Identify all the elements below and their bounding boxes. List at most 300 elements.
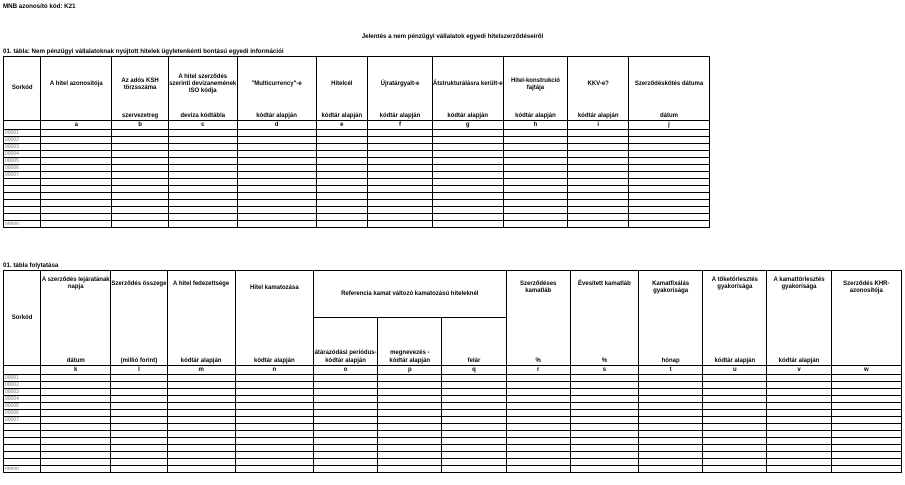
data-cell[interactable] [703, 410, 767, 417]
data-cell[interactable] [313, 417, 377, 424]
data-cell[interactable] [313, 466, 377, 473]
data-cell[interactable] [639, 396, 703, 403]
data-cell[interactable] [629, 221, 710, 228]
data-cell[interactable] [703, 459, 767, 466]
data-cell[interactable] [313, 438, 377, 445]
data-cell[interactable] [167, 396, 235, 403]
data-cell[interactable] [237, 186, 316, 193]
data-cell[interactable] [111, 445, 167, 452]
data-cell[interactable] [368, 214, 433, 221]
data-cell[interactable] [570, 466, 638, 473]
data-cell[interactable] [41, 207, 112, 214]
data-cell[interactable] [316, 221, 368, 228]
data-cell[interactable] [237, 144, 316, 151]
data-cell[interactable] [703, 424, 767, 431]
data-cell[interactable] [378, 417, 442, 424]
data-cell[interactable] [235, 459, 313, 466]
data-cell[interactable] [703, 403, 767, 410]
data-cell[interactable] [368, 193, 433, 200]
data-cell[interactable] [767, 431, 831, 438]
data-cell[interactable] [570, 438, 638, 445]
data-cell[interactable] [629, 207, 710, 214]
data-cell[interactable] [629, 137, 710, 144]
data-cell[interactable] [432, 130, 503, 137]
data-cell[interactable] [237, 130, 316, 137]
data-cell[interactable] [41, 452, 111, 459]
data-cell[interactable] [767, 438, 831, 445]
data-cell[interactable] [831, 410, 901, 417]
data-cell[interactable] [378, 445, 442, 452]
data-cell[interactable] [316, 158, 368, 165]
data-cell[interactable] [568, 221, 629, 228]
data-cell[interactable] [313, 452, 377, 459]
data-cell[interactable] [237, 137, 316, 144]
data-cell[interactable] [503, 165, 568, 172]
data-cell[interactable] [316, 151, 368, 158]
data-cell[interactable] [703, 382, 767, 389]
data-cell[interactable] [168, 200, 237, 207]
data-cell[interactable] [506, 438, 570, 445]
data-cell[interactable] [41, 431, 111, 438]
data-cell[interactable] [111, 389, 167, 396]
data-cell[interactable] [767, 452, 831, 459]
data-cell[interactable] [503, 151, 568, 158]
data-cell[interactable] [570, 452, 638, 459]
data-cell[interactable] [235, 445, 313, 452]
data-cell[interactable] [368, 221, 433, 228]
data-cell[interactable] [767, 445, 831, 452]
data-cell[interactable] [112, 193, 169, 200]
data-cell[interactable] [168, 130, 237, 137]
data-cell[interactable] [568, 130, 629, 137]
data-cell[interactable] [506, 403, 570, 410]
data-cell[interactable] [442, 424, 506, 431]
data-cell[interactable] [41, 417, 111, 424]
data-cell[interactable] [168, 158, 237, 165]
data-cell[interactable] [639, 375, 703, 382]
data-cell[interactable] [568, 165, 629, 172]
data-cell[interactable] [503, 172, 568, 179]
data-cell[interactable] [167, 445, 235, 452]
data-cell[interactable] [167, 403, 235, 410]
data-cell[interactable] [41, 445, 111, 452]
data-cell[interactable] [167, 375, 235, 382]
data-cell[interactable] [767, 424, 831, 431]
data-cell[interactable] [506, 375, 570, 382]
data-cell[interactable] [767, 459, 831, 466]
data-cell[interactable] [168, 207, 237, 214]
data-cell[interactable] [506, 396, 570, 403]
data-cell[interactable] [237, 193, 316, 200]
data-cell[interactable] [629, 130, 710, 137]
data-cell[interactable] [703, 452, 767, 459]
data-cell[interactable] [432, 221, 503, 228]
data-cell[interactable] [112, 130, 169, 137]
data-cell[interactable] [767, 375, 831, 382]
data-cell[interactable] [703, 375, 767, 382]
data-cell[interactable] [168, 172, 237, 179]
data-cell[interactable] [368, 130, 433, 137]
data-cell[interactable] [41, 389, 111, 396]
data-cell[interactable] [629, 193, 710, 200]
data-cell[interactable] [378, 410, 442, 417]
data-cell[interactable] [639, 445, 703, 452]
data-cell[interactable] [167, 382, 235, 389]
data-cell[interactable] [235, 382, 313, 389]
data-cell[interactable] [570, 445, 638, 452]
data-cell[interactable] [167, 438, 235, 445]
data-cell[interactable] [111, 403, 167, 410]
data-cell[interactable] [570, 389, 638, 396]
data-cell[interactable] [168, 165, 237, 172]
data-cell[interactable] [568, 214, 629, 221]
data-cell[interactable] [639, 452, 703, 459]
data-cell[interactable] [167, 389, 235, 396]
data-cell[interactable] [316, 186, 368, 193]
data-cell[interactable] [313, 403, 377, 410]
data-cell[interactable] [442, 459, 506, 466]
data-cell[interactable] [316, 144, 368, 151]
data-cell[interactable] [432, 186, 503, 193]
data-cell[interactable] [313, 389, 377, 396]
data-cell[interactable] [368, 137, 433, 144]
data-cell[interactable] [111, 382, 167, 389]
data-cell[interactable] [570, 382, 638, 389]
data-cell[interactable] [442, 417, 506, 424]
data-cell[interactable] [237, 214, 316, 221]
data-cell[interactable] [111, 417, 167, 424]
data-cell[interactable] [237, 221, 316, 228]
data-cell[interactable] [629, 165, 710, 172]
data-cell[interactable] [568, 186, 629, 193]
data-cell[interactable] [568, 179, 629, 186]
data-cell[interactable] [639, 417, 703, 424]
data-cell[interactable] [570, 396, 638, 403]
data-cell[interactable] [831, 424, 901, 431]
data-cell[interactable] [313, 445, 377, 452]
data-cell[interactable] [316, 130, 368, 137]
data-cell[interactable] [767, 389, 831, 396]
data-cell[interactable] [639, 403, 703, 410]
data-cell[interactable] [629, 172, 710, 179]
data-cell[interactable] [316, 200, 368, 207]
data-cell[interactable] [111, 375, 167, 382]
data-cell[interactable] [568, 207, 629, 214]
data-cell[interactable] [570, 459, 638, 466]
data-cell[interactable] [313, 424, 377, 431]
data-cell[interactable] [568, 172, 629, 179]
data-cell[interactable] [378, 438, 442, 445]
data-cell[interactable] [442, 466, 506, 473]
data-cell[interactable] [503, 207, 568, 214]
data-cell[interactable] [506, 445, 570, 452]
data-cell[interactable] [41, 151, 112, 158]
data-cell[interactable] [316, 165, 368, 172]
data-cell[interactable] [378, 403, 442, 410]
data-cell[interactable] [442, 403, 506, 410]
data-cell[interactable] [378, 382, 442, 389]
data-cell[interactable] [378, 389, 442, 396]
data-cell[interactable] [112, 137, 169, 144]
data-cell[interactable] [639, 466, 703, 473]
data-cell[interactable] [432, 137, 503, 144]
data-cell[interactable] [41, 438, 111, 445]
data-cell[interactable] [568, 158, 629, 165]
data-cell[interactable] [570, 375, 638, 382]
data-cell[interactable] [506, 452, 570, 459]
data-cell[interactable] [506, 417, 570, 424]
data-cell[interactable] [235, 431, 313, 438]
data-cell[interactable] [503, 144, 568, 151]
data-cell[interactable] [313, 410, 377, 417]
data-cell[interactable] [503, 200, 568, 207]
data-cell[interactable] [442, 410, 506, 417]
data-cell[interactable] [831, 375, 901, 382]
data-cell[interactable] [168, 144, 237, 151]
data-cell[interactable] [41, 424, 111, 431]
data-cell[interactable] [41, 165, 112, 172]
data-cell[interactable] [41, 158, 112, 165]
data-cell[interactable] [432, 165, 503, 172]
data-cell[interactable] [442, 438, 506, 445]
data-cell[interactable] [432, 151, 503, 158]
data-cell[interactable] [432, 179, 503, 186]
data-cell[interactable] [831, 417, 901, 424]
data-cell[interactable] [831, 466, 901, 473]
data-cell[interactable] [111, 466, 167, 473]
data-cell[interactable] [167, 452, 235, 459]
data-cell[interactable] [168, 221, 237, 228]
data-cell[interactable] [506, 389, 570, 396]
data-cell[interactable] [831, 396, 901, 403]
data-cell[interactable] [503, 130, 568, 137]
data-cell[interactable] [111, 424, 167, 431]
data-cell[interactable] [235, 403, 313, 410]
data-cell[interactable] [831, 452, 901, 459]
data-cell[interactable] [368, 172, 433, 179]
data-cell[interactable] [41, 172, 112, 179]
data-cell[interactable] [112, 144, 169, 151]
data-cell[interactable] [167, 417, 235, 424]
data-cell[interactable] [111, 410, 167, 417]
data-cell[interactable] [432, 172, 503, 179]
data-cell[interactable] [112, 179, 169, 186]
data-cell[interactable] [368, 165, 433, 172]
data-cell[interactable] [639, 410, 703, 417]
data-cell[interactable] [703, 445, 767, 452]
data-cell[interactable] [703, 466, 767, 473]
data-cell[interactable] [41, 459, 111, 466]
data-cell[interactable] [112, 214, 169, 221]
data-cell[interactable] [378, 459, 442, 466]
data-cell[interactable] [368, 151, 433, 158]
data-cell[interactable] [831, 382, 901, 389]
data-cell[interactable] [167, 466, 235, 473]
data-cell[interactable] [167, 410, 235, 417]
data-cell[interactable] [506, 459, 570, 466]
data-cell[interactable] [831, 438, 901, 445]
data-cell[interactable] [639, 459, 703, 466]
data-cell[interactable] [41, 382, 111, 389]
data-cell[interactable] [168, 137, 237, 144]
data-cell[interactable] [235, 375, 313, 382]
data-cell[interactable] [237, 165, 316, 172]
data-cell[interactable] [570, 417, 638, 424]
data-cell[interactable] [629, 214, 710, 221]
data-cell[interactable] [235, 424, 313, 431]
data-cell[interactable] [168, 214, 237, 221]
data-cell[interactable] [168, 193, 237, 200]
data-cell[interactable] [111, 396, 167, 403]
data-cell[interactable] [432, 144, 503, 151]
data-cell[interactable] [767, 396, 831, 403]
data-cell[interactable] [703, 417, 767, 424]
data-cell[interactable] [503, 158, 568, 165]
data-cell[interactable] [168, 186, 237, 193]
data-cell[interactable] [41, 200, 112, 207]
data-cell[interactable] [629, 179, 710, 186]
data-cell[interactable] [831, 389, 901, 396]
data-cell[interactable] [316, 214, 368, 221]
data-cell[interactable] [235, 438, 313, 445]
data-cell[interactable] [568, 137, 629, 144]
data-cell[interactable] [831, 431, 901, 438]
data-cell[interactable] [767, 417, 831, 424]
data-cell[interactable] [831, 445, 901, 452]
data-cell[interactable] [316, 172, 368, 179]
data-cell[interactable] [368, 179, 433, 186]
data-cell[interactable] [41, 137, 112, 144]
data-cell[interactable] [442, 452, 506, 459]
data-cell[interactable] [570, 431, 638, 438]
data-cell[interactable] [112, 172, 169, 179]
data-cell[interactable] [313, 459, 377, 466]
data-cell[interactable] [112, 207, 169, 214]
data-cell[interactable] [112, 165, 169, 172]
data-cell[interactable] [432, 158, 503, 165]
data-cell[interactable] [442, 431, 506, 438]
data-cell[interactable] [111, 438, 167, 445]
data-cell[interactable] [639, 438, 703, 445]
data-cell[interactable] [112, 186, 169, 193]
data-cell[interactable] [378, 452, 442, 459]
data-cell[interactable] [378, 396, 442, 403]
data-cell[interactable] [111, 431, 167, 438]
data-cell[interactable] [316, 137, 368, 144]
data-cell[interactable] [378, 375, 442, 382]
data-cell[interactable] [112, 221, 169, 228]
data-cell[interactable] [503, 214, 568, 221]
data-cell[interactable] [112, 158, 169, 165]
data-cell[interactable] [378, 431, 442, 438]
data-cell[interactable] [570, 410, 638, 417]
data-cell[interactable] [313, 375, 377, 382]
data-cell[interactable] [503, 221, 568, 228]
data-cell[interactable] [570, 403, 638, 410]
data-cell[interactable] [506, 424, 570, 431]
data-cell[interactable] [503, 186, 568, 193]
data-cell[interactable] [442, 375, 506, 382]
data-cell[interactable] [168, 151, 237, 158]
data-cell[interactable] [506, 466, 570, 473]
data-cell[interactable] [639, 389, 703, 396]
data-cell[interactable] [703, 431, 767, 438]
data-cell[interactable] [703, 389, 767, 396]
data-cell[interactable] [629, 144, 710, 151]
data-cell[interactable] [41, 186, 112, 193]
data-cell[interactable] [568, 144, 629, 151]
data-cell[interactable] [237, 207, 316, 214]
data-cell[interactable] [313, 382, 377, 389]
data-cell[interactable] [313, 396, 377, 403]
data-cell[interactable] [235, 389, 313, 396]
data-cell[interactable] [237, 151, 316, 158]
data-cell[interactable] [503, 193, 568, 200]
data-cell[interactable] [41, 410, 111, 417]
data-cell[interactable] [368, 207, 433, 214]
data-cell[interactable] [237, 200, 316, 207]
data-cell[interactable] [368, 144, 433, 151]
data-cell[interactable] [629, 200, 710, 207]
data-cell[interactable] [316, 193, 368, 200]
data-cell[interactable] [237, 158, 316, 165]
data-cell[interactable] [767, 466, 831, 473]
data-cell[interactable] [41, 130, 112, 137]
data-cell[interactable] [235, 417, 313, 424]
data-cell[interactable] [442, 396, 506, 403]
data-cell[interactable] [831, 403, 901, 410]
data-cell[interactable] [313, 431, 377, 438]
data-cell[interactable] [639, 424, 703, 431]
data-cell[interactable] [41, 466, 111, 473]
data-cell[interactable] [432, 200, 503, 207]
data-cell[interactable] [41, 375, 111, 382]
data-cell[interactable] [237, 179, 316, 186]
data-cell[interactable] [506, 410, 570, 417]
data-cell[interactable] [235, 410, 313, 417]
data-cell[interactable] [767, 403, 831, 410]
data-cell[interactable] [41, 179, 112, 186]
data-cell[interactable] [368, 186, 433, 193]
data-cell[interactable] [432, 214, 503, 221]
data-cell[interactable] [112, 151, 169, 158]
data-cell[interactable] [442, 389, 506, 396]
data-cell[interactable] [167, 424, 235, 431]
data-cell[interactable] [503, 137, 568, 144]
data-cell[interactable] [41, 396, 111, 403]
data-cell[interactable] [629, 151, 710, 158]
data-cell[interactable] [316, 179, 368, 186]
data-cell[interactable] [442, 382, 506, 389]
data-cell[interactable] [41, 144, 112, 151]
data-cell[interactable] [831, 459, 901, 466]
data-cell[interactable] [629, 158, 710, 165]
data-cell[interactable] [235, 466, 313, 473]
data-cell[interactable] [767, 382, 831, 389]
data-cell[interactable] [432, 207, 503, 214]
data-cell[interactable] [237, 172, 316, 179]
data-cell[interactable] [629, 186, 710, 193]
data-cell[interactable] [235, 452, 313, 459]
data-cell[interactable] [767, 410, 831, 417]
data-cell[interactable] [111, 452, 167, 459]
data-cell[interactable] [41, 221, 112, 228]
data-cell[interactable] [378, 424, 442, 431]
data-cell[interactable] [368, 158, 433, 165]
data-cell[interactable] [570, 424, 638, 431]
data-cell[interactable] [167, 431, 235, 438]
data-cell[interactable] [378, 466, 442, 473]
